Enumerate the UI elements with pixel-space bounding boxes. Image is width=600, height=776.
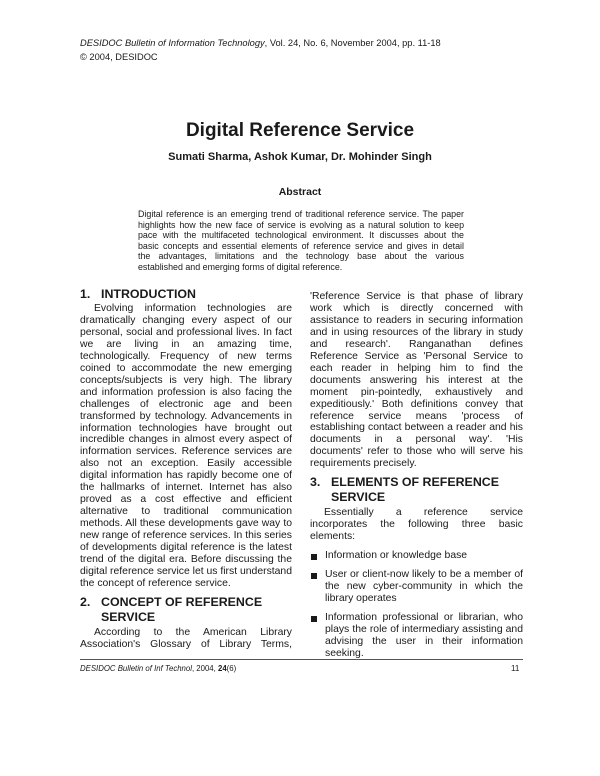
journal-header — [80, 38, 441, 48]
list-item — [310, 612, 523, 660]
text-line: Evolving information technologies are — [94, 303, 292, 314]
concept-body-continued — [310, 291, 523, 470]
section-number: 1. — [80, 287, 91, 301]
text-line: assistance to readers in securing information — [310, 314, 523, 326]
section-heading — [80, 595, 292, 625]
section-heading — [80, 287, 292, 302]
text-line: expeditiously.' Both definitions convey that — [310, 398, 523, 410]
footer-volume: 24 — [217, 664, 227, 673]
text-line: information technologies have brought out — [80, 422, 292, 434]
section-number: 2. — [80, 595, 91, 609]
text-line: also not an exception. Easily accessible — [80, 458, 292, 470]
list-item — [310, 569, 523, 605]
text-line: the new cyber-community in which the — [325, 580, 523, 592]
text-line: pace with the multifaceted technological environment. It discusses about the — [138, 230, 464, 241]
section-title-cont: SERVICE — [331, 490, 386, 504]
text-line: personal, social and professional lives. In fact — [80, 326, 292, 338]
text-line: new range of reference services. In this series — [80, 530, 292, 542]
authors: Sumati Sharma, Ashok Kumar, Dr. Mohinder Singh — [168, 151, 432, 163]
footer-citation — [80, 664, 236, 673]
footer-year: , 2004, — [191, 664, 218, 673]
text-line: documents answering his interest at the — [310, 374, 523, 386]
section-number: 3. — [310, 475, 321, 489]
text-line: established and emerging forms of digital reference. — [138, 261, 343, 272]
text-line: incredible changes in almost every aspect of — [80, 434, 292, 446]
footer-rule — [80, 659, 523, 660]
text-line: basic concepts and essential elements of reference service and gives in detail — [138, 240, 464, 251]
text-line: trend of the digital era. Before discussing the — [80, 554, 292, 566]
text-line: Information professional or librarian, who — [325, 611, 523, 623]
text-line: the advantages, limitations and the technology base about the various — [138, 251, 464, 262]
paper-title: Digital Reference Service — [185, 120, 415, 141]
text-line: library operates — [325, 592, 397, 604]
text-line: digital reference service let us first understand — [80, 565, 292, 577]
text-line: we are living in an amazing time, — [80, 338, 292, 350]
text-line: advising the user in their information — [325, 635, 523, 647]
copyright: © 2004, DESIDOC — [80, 52, 158, 62]
text-line: technologically. Frequency of new terms — [80, 350, 292, 362]
text-line: Association's Glossary of Library Terms, — [80, 638, 292, 650]
text-line: challenges of electronic age and been — [80, 398, 292, 410]
text-line: proved as a cost effective and efficient — [80, 494, 292, 506]
section-heading — [310, 475, 523, 505]
text-line: documents in a personal way'. 'His — [310, 434, 523, 446]
text-line: coined to accommodate the new emerging — [80, 362, 292, 374]
list-item — [310, 550, 523, 562]
page-number: 11 — [511, 664, 520, 673]
text-line: dramatically changing every aspect of our — [80, 314, 292, 326]
text-line: of developments digital reference is the latest — [80, 542, 292, 554]
abstract-body — [138, 209, 464, 273]
text-line: the concept of reference service. — [80, 577, 231, 589]
text-line: User or client-now likely to be a member of — [325, 568, 523, 580]
text-line: and information profession is also facing the — [80, 386, 292, 398]
text-line: moment pin-pointedly, exhaustively and — [310, 386, 523, 398]
text-line: 'Reference Service is that phase of library — [310, 291, 523, 302]
elements-body — [310, 507, 523, 543]
section-title: ELEMENTS OF REFERENCE — [331, 475, 499, 489]
text-line: Digital reference is an emerging trend of traditional reference service. The paper — [138, 209, 464, 219]
text-line: work which is directly concerned with — [310, 302, 523, 314]
section-title: INTRODUCTION — [101, 287, 196, 301]
text-line: digital information has rapidly become one of — [80, 470, 292, 482]
text-line: reference service means 'process of — [310, 410, 523, 422]
abstract-heading: Abstract — [278, 186, 322, 198]
section-elements — [310, 475, 523, 659]
text-line: highlights how the new face of service is evolving as a natural solution to keep — [138, 219, 464, 230]
text-line: information services. Reference services are — [80, 446, 292, 458]
section-introduction — [80, 287, 292, 590]
text-line: the hallmarks of internet. Internet has also — [80, 482, 292, 494]
footer-journal: DESIDOC Bulletin of Inf Technol — [80, 664, 192, 673]
text-line: methods. All these developments gave way to — [80, 518, 292, 530]
text-line: plays the role of intermediary assisting and — [325, 623, 523, 635]
footer-issue: (6) — [226, 664, 237, 673]
section-title: CONCEPT OF REFERENCE — [101, 595, 263, 609]
text-line: incorporates the following three basic — [310, 518, 523, 530]
text-line: elements: — [310, 530, 356, 542]
text-line: Essentially a reference service — [324, 507, 523, 518]
text-line: concepts/subjects is very high. The library — [80, 374, 292, 386]
text-line: seeking. — [325, 647, 364, 659]
text-line: Reference Service as 'Personal Service to — [310, 350, 523, 362]
elements-list — [310, 550, 523, 660]
text-line: According to the American Library — [94, 627, 292, 638]
text-line: each reader in helping him to find the — [310, 362, 523, 374]
journal-name: DESIDOC Bulletin of Information Technology — [80, 38, 265, 48]
text-line: documents' refer to those who will serve his — [310, 446, 523, 458]
text-line: and research'. Ranganathan defines — [310, 338, 523, 350]
section-title-cont: SERVICE — [101, 610, 156, 624]
introduction-body — [80, 303, 292, 590]
text-line: transformed by technology. Advancements in — [80, 410, 292, 422]
section-concept — [80, 595, 292, 651]
concept-body — [80, 627, 292, 651]
journal-citation: , Vol. 24, No. 6, November 2004, pp. 11-18 — [264, 38, 441, 48]
text-line: Information or knowledge base — [325, 549, 468, 561]
text-line: establishing contact between a reader and his — [310, 422, 523, 434]
text-line: requirements precisely. — [310, 458, 417, 470]
text-line: and in using resources of the library in study — [310, 326, 523, 338]
text-line: alternative to traditional communication — [80, 506, 292, 518]
